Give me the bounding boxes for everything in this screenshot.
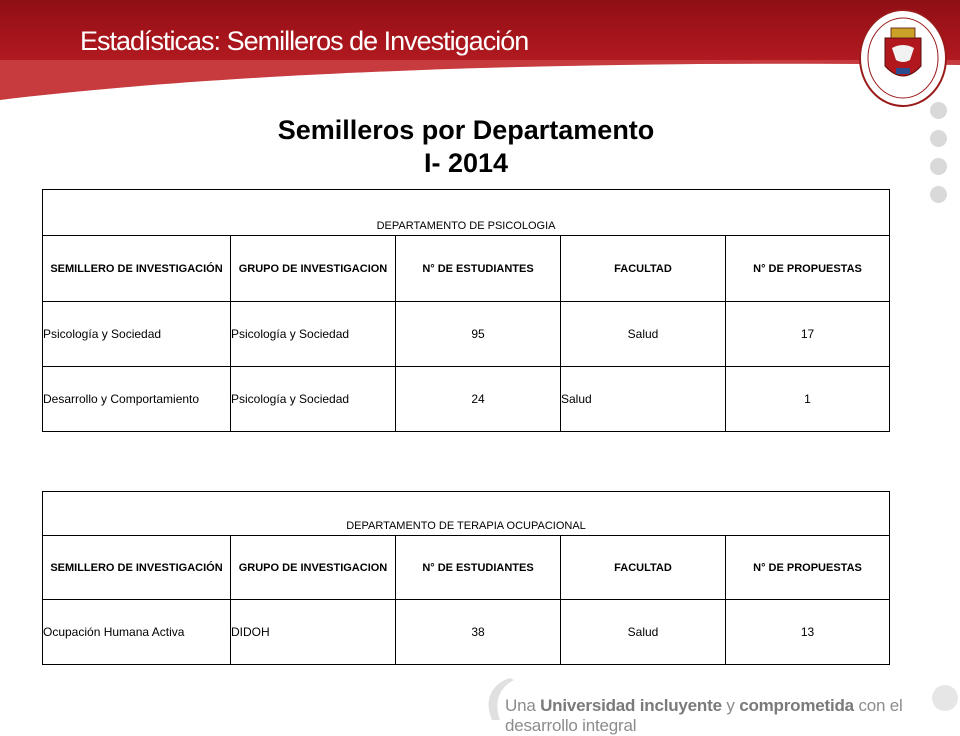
table-cell: DIDOH — [231, 600, 396, 665]
footer-slogan-part: con el desarrollo integral — [505, 696, 903, 735]
page-title: Estadísticas: Semilleros de Investigación — [80, 26, 529, 56]
table-row — [43, 600, 890, 665]
column-header: N° DE PROPUESTAS — [726, 536, 890, 600]
header-curve — [0, 60, 960, 120]
footer-slogan — [505, 696, 960, 736]
table-cell: Salud — [561, 367, 726, 432]
slide-title — [0, 114, 932, 180]
decorative-dot — [932, 685, 958, 711]
column-header: FACULTAD — [561, 536, 726, 600]
table-cell: Psicología y Sociedad — [231, 302, 396, 367]
decorative-dot — [930, 158, 947, 175]
column-header: FACULTAD — [561, 236, 726, 302]
university-seal-logo — [858, 8, 948, 108]
table-cell: Psicología y Sociedad — [43, 302, 231, 367]
table-cell: 38 — [396, 600, 561, 665]
footer-slogan-part: y — [721, 696, 740, 715]
table-cell: Desarrollo y Comportamiento — [43, 367, 231, 432]
footer-slogan-part: Una — [505, 696, 541, 715]
footer-slogan-emphasis: Universidad incluyente — [540, 696, 722, 715]
department-name: DEPARTAMENTO DE TERAPIA OCUPACIONAL — [43, 492, 890, 536]
column-header: N° DE PROPUESTAS — [726, 236, 890, 302]
department-table-psicologia — [42, 189, 890, 432]
department-table-terapia-ocupacional — [42, 491, 890, 665]
department-name: DEPARTAMENTO DE PSICOLOGIA — [43, 190, 890, 236]
column-header: SEMILLERO DE INVESTIGACIÓN — [43, 236, 231, 302]
table-cell: 95 — [396, 302, 561, 367]
table-cell: 17 — [726, 302, 890, 367]
table-cell: 24 — [396, 367, 561, 432]
table-cell: Ocupación Humana Activa — [43, 600, 231, 665]
footer-slogan-emphasis: comprometida — [739, 696, 854, 715]
table-cell: Salud — [561, 302, 726, 367]
table-cell: Psicología y Sociedad — [231, 367, 396, 432]
table-cell: 1 — [726, 367, 890, 432]
column-header: GRUPO DE INVESTIGACION — [231, 536, 396, 600]
decorative-dot — [930, 186, 947, 203]
table-cell: 13 — [726, 600, 890, 665]
decorative-dot — [930, 102, 947, 119]
table-row — [43, 367, 890, 432]
column-header: N° DE ESTUDIANTES — [396, 236, 561, 302]
column-header: N° DE ESTUDIANTES — [396, 536, 561, 600]
decorative-dot — [930, 130, 947, 147]
decorative-dots — [930, 102, 947, 214]
column-header: SEMILLERO DE INVESTIGACIÓN — [43, 536, 231, 600]
slide-title-line1: Semilleros por Departamento — [277, 115, 655, 145]
column-header: GRUPO DE INVESTIGACION — [231, 236, 396, 302]
slide-title-line2: I- 2014 — [423, 148, 509, 178]
table-cell: Salud — [561, 600, 726, 665]
table-row — [43, 302, 890, 367]
